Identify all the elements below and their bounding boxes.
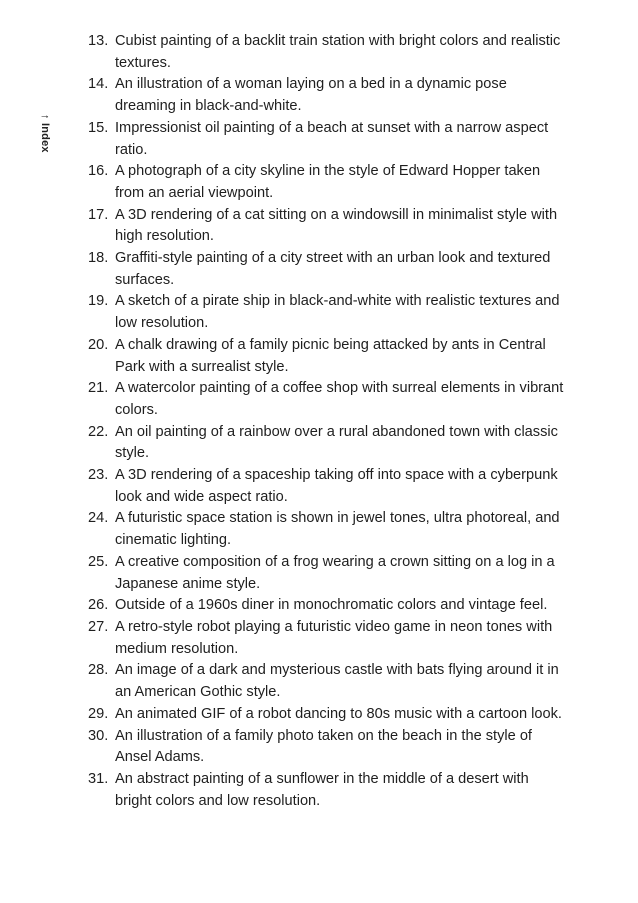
list-item [88,161,568,204]
arrow-up-icon: ↑ [39,114,51,120]
list-item-text: A chalk drawing of a family picnic being attacked by ants in Central Park with a surrealist style. [115,336,546,375]
list-item-text: A futuristic space station is shown in jewel tones, ultra photoreal, and cinematic lighting. [115,510,560,549]
list-item-text: An oil painting of a rainbow over a rural abandoned town with classic style. [115,423,558,462]
list-item-text: A 3D rendering of a spaceship taking off into space with a cyberpunk look and wide aspect ratio. [115,467,558,505]
list-item-number: 18. [88,250,109,267]
list-item-number: 26. [88,597,109,614]
list-item [88,335,568,378]
list-item-number: 31. [88,770,109,787]
list-item-text: A creative composition of a frog wearing a crown sitting on a log in a Japanese anime style. [115,553,555,592]
list-item-number: 16. [88,163,109,180]
list-item-number: 24. [88,510,109,527]
list-item [88,205,568,248]
list-item [88,248,568,291]
list-item-number: 22. [88,423,109,440]
list-item-number: 19. [88,293,109,310]
list-item-number: 27. [88,618,109,635]
list-item-number: 15. [88,119,109,136]
list-item [88,422,568,465]
prompt-list [88,31,568,812]
list-item [88,465,568,508]
list-item-text: A sketch of a pirate ship in black-and-white with realistic textures and low resolution. [115,293,560,332]
list-item [88,704,568,726]
list-item-number: 25. [88,553,109,570]
list-item [88,508,568,551]
list-item [88,769,568,812]
list-item-text: Outside of a 1960s diner in monochromatic colors and vintage feel. [115,597,548,614]
list-item [88,595,568,617]
list-item-text: A watercolor painting of a coffee shop with surreal elements in vibrant colors. [115,380,564,418]
list-item [88,74,568,117]
list-item [88,31,568,74]
list-item-text: An animated GIF of a robot dancing to 80s music with a cartoon look. [115,705,562,722]
list-item [88,118,568,161]
list-item-text: An illustration of a family photo taken on the beach in the style of Ansel Adams. [115,727,532,766]
list-item-number: 13. [88,33,109,49]
list-item [88,291,568,334]
list-item-number: 23. [88,467,109,484]
list-item-number: 30. [88,727,109,744]
list-item-text: Impressionist oil painting of a beach at sunset with a narrow aspect ratio. [115,119,549,158]
list-item [88,660,568,703]
list-item-number: 17. [88,206,109,223]
list-item-text: An abstract painting of a sunflower in the middle of a desert with bright colors and low resolution. [115,770,529,809]
list-item-text: An illustration of a woman laying on a bed in a dynamic pose dreaming in black-and-white. [115,76,507,115]
list-item-text: Graffiti-style painting of a city street with an urban look and textured surfaces. [115,250,551,288]
list-item [88,378,568,421]
list-item-text: A retro-style robot playing a futuristic video game in neon tones with medium resolution. [115,618,553,657]
list-item-text: An image of a dark and mysterious castle with bats flying around it in an American Gothic style. [115,662,559,701]
list-item [88,726,568,769]
list-item-number: 28. [88,662,109,679]
index-label: Index [39,122,51,153]
index-link[interactable] [36,114,54,158]
list-item [88,617,568,660]
list-item-number: 14. [88,76,109,93]
list-item-text: A 3D rendering of a cat sitting on a windowsill in minimalist style with high resolution. [115,206,558,245]
list-item-number: 29. [88,705,109,722]
list-item-number: 20. [88,336,109,353]
list-item-text: A photograph of a city skyline in the style of Edward Hopper taken from an aerial viewpoint. [115,163,541,201]
list-item-text: Cubist painting of a backlit train station with bright colors and realistic textures. [115,33,561,71]
list-item-number: 21. [88,380,109,397]
list-item [88,552,568,595]
